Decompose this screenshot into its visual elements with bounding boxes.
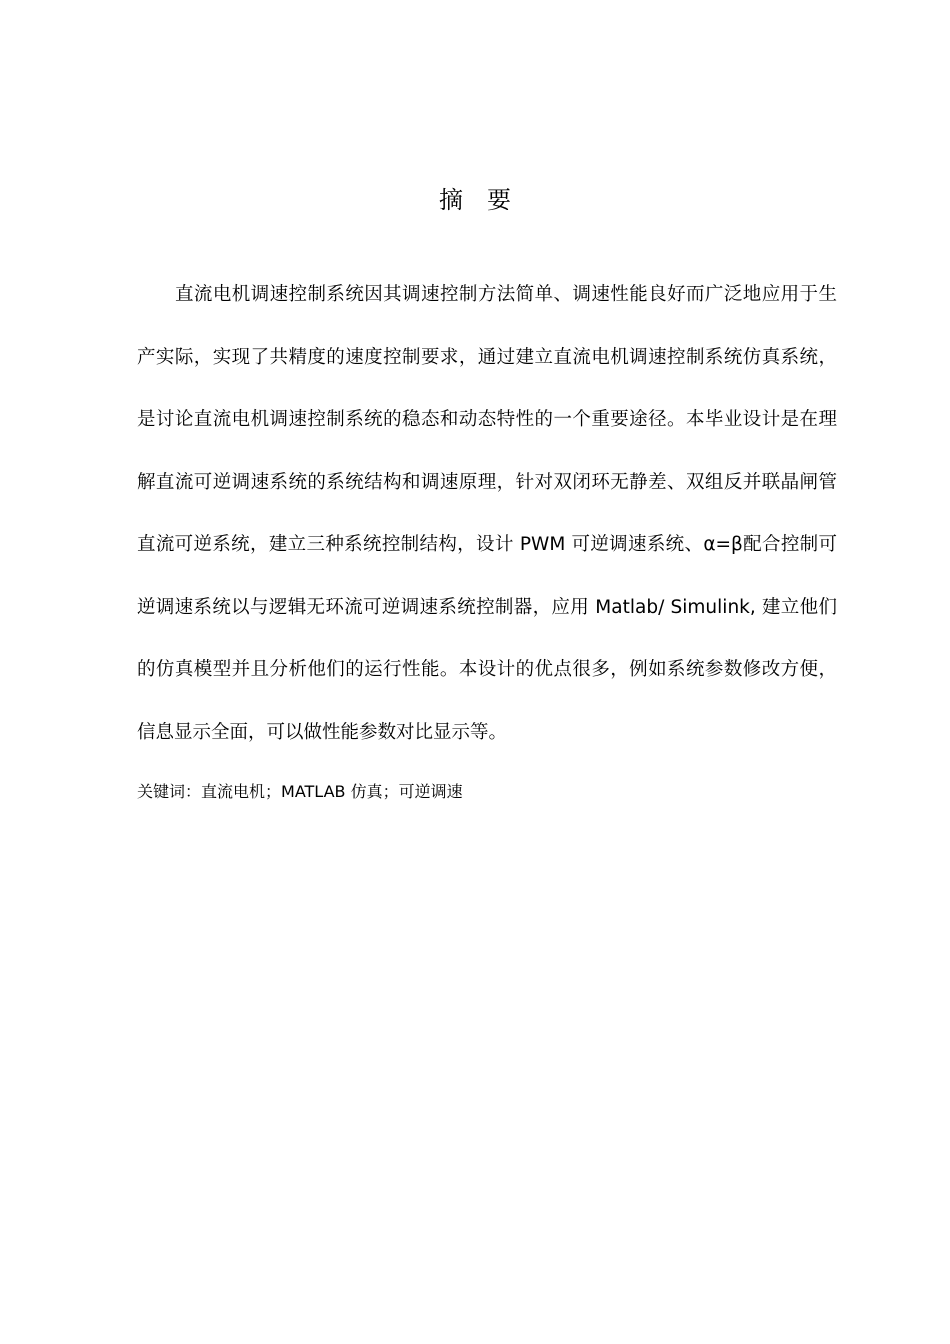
title-char-2: 要 [487,186,511,214]
keywords-label: 关键词： [137,782,202,801]
abstract-title [0,182,950,218]
keywords-text: 直流电机；MATLAB 仿真；可逆调速 [201,782,463,801]
title-char-1: 摘 [439,186,463,214]
keywords-line [137,778,837,806]
abstract-paragraph: 直流电机调速控制系统因其调速控制方法简单、调速性能良好而广泛地应用于生产实际，实现了共精度的速度控制要求，通过建立直流电机调速控制系统仿真系统，是讨论直流电机调速控制系统的稳态和动态特性的一个重要途径。本毕业设计是在理解直流可逆调速系统的系统结构和调速原理，针对双闭环无静差、双组反并联晶闸管直流可逆系统，建立三种系统控制结构，设计 PWM 可逆调速系统、α=β配合控制可逆调速系统以与逻辑无环流可逆调速系统控制器，应用 Matlab/ Simulink, 建立他们的仿真模型并且分析他们的运行性能。本设计的优点很多，例如系统参数修改方便，信息显示全面，可以做性能参数对比显示等。 [137,284,837,743]
